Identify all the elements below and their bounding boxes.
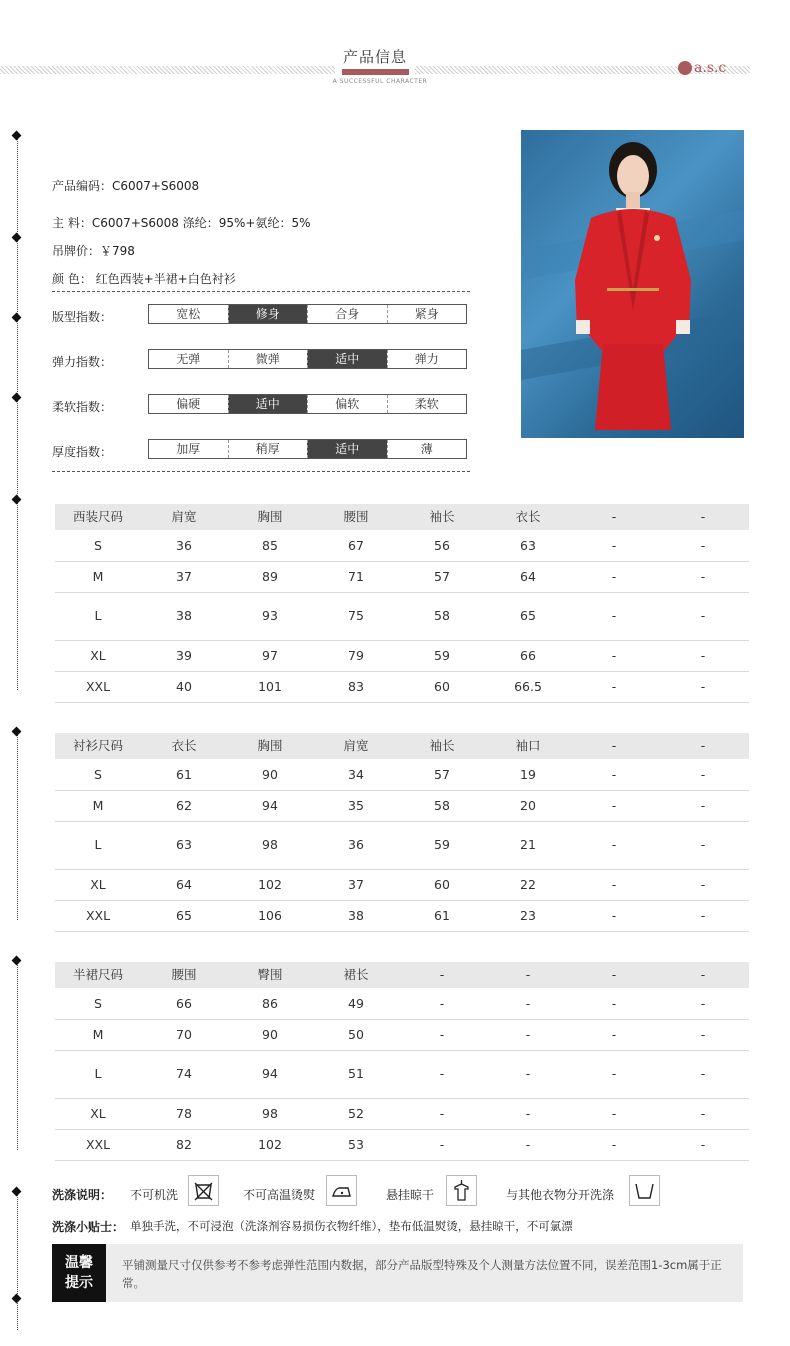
table-header-row bbox=[55, 962, 749, 988]
table-header-cell: 胸围 bbox=[257, 738, 283, 753]
table-cell: 101 bbox=[258, 679, 282, 694]
table-row bbox=[55, 988, 749, 1020]
table-cell: XXL bbox=[85, 679, 111, 694]
table-header-cell: 肩宽 bbox=[171, 509, 197, 524]
scale-option-selected: 适中 bbox=[228, 395, 308, 413]
timeline-line bbox=[17, 135, 18, 690]
table-cell: - bbox=[611, 1106, 617, 1121]
table-cell: 22 bbox=[520, 877, 536, 892]
table-cell: 97 bbox=[262, 648, 278, 663]
table-cell: 58 bbox=[434, 608, 450, 623]
table-cell: S bbox=[94, 767, 102, 782]
table-cell: - bbox=[439, 1027, 445, 1042]
table-cell: 90 bbox=[262, 1027, 278, 1042]
table-cell: XL bbox=[90, 877, 106, 892]
table-cell: 36 bbox=[348, 837, 364, 852]
scale-option-selected: 适中 bbox=[307, 350, 387, 368]
logo-text: a.s.c bbox=[694, 60, 727, 76]
scale-option-selected: 适中 bbox=[307, 440, 387, 458]
index-scale bbox=[148, 394, 467, 414]
table-cell: - bbox=[611, 538, 617, 553]
table-cell: - bbox=[611, 1137, 617, 1152]
title-underline bbox=[342, 69, 409, 75]
table-cell: - bbox=[439, 1066, 445, 1081]
scale-option: 偏软 bbox=[307, 395, 387, 413]
table-cell: 57 bbox=[434, 767, 450, 782]
table-cell: 79 bbox=[348, 648, 364, 663]
product-price: 吊牌价：￥798 bbox=[52, 244, 135, 258]
table-header-cell: 西装尺码 bbox=[72, 509, 123, 524]
table-header-cell: - bbox=[439, 967, 445, 982]
table-cell: - bbox=[700, 837, 706, 852]
table-header-cell: 腰围 bbox=[171, 967, 197, 982]
product-photo bbox=[521, 130, 744, 438]
table-cell: 78 bbox=[176, 1106, 192, 1121]
table-cell: - bbox=[525, 1137, 531, 1152]
timeline-diamond-icon bbox=[12, 233, 22, 243]
table-cell: - bbox=[611, 679, 617, 694]
timeline-diamond-icon bbox=[12, 956, 22, 966]
brand-logo bbox=[678, 60, 726, 76]
timeline-diamond-icon bbox=[12, 131, 22, 141]
table-cell: 60 bbox=[434, 679, 450, 694]
timeline-diamond-icon bbox=[12, 1187, 22, 1197]
table-row bbox=[55, 1019, 749, 1051]
logo-mark-icon bbox=[678, 61, 692, 75]
table-cell: - bbox=[525, 1027, 531, 1042]
table-cell: M bbox=[92, 569, 104, 584]
product-material: 主 料：C6007+S6008 涤纶：95%+氨纶：5% bbox=[52, 216, 311, 230]
table-cell: 98 bbox=[262, 1106, 278, 1121]
table-cell: - bbox=[439, 1137, 445, 1152]
table-cell: 90 bbox=[262, 767, 278, 782]
table-cell: 106 bbox=[258, 908, 282, 923]
index-label: 厚度指数： bbox=[52, 445, 113, 459]
index-scale bbox=[148, 304, 467, 324]
table-cell: 75 bbox=[348, 608, 364, 623]
table-cell: - bbox=[439, 1106, 445, 1121]
table-header-cell: - bbox=[611, 509, 617, 524]
scale-option: 无弹 bbox=[176, 352, 201, 366]
table-cell: - bbox=[611, 608, 617, 623]
table-row bbox=[55, 869, 749, 901]
no-machine-wash-icon bbox=[188, 1175, 219, 1206]
scale-option: 紧身 bbox=[387, 305, 467, 323]
wash-label: 洗涤说明： bbox=[52, 1188, 113, 1202]
timeline-line bbox=[17, 960, 18, 1150]
table-header-cell: 腰围 bbox=[343, 509, 369, 524]
table-header-cell: 袖长 bbox=[429, 509, 455, 524]
table-cell: 65 bbox=[520, 608, 536, 623]
table-cell: 83 bbox=[348, 679, 364, 694]
table-cell: - bbox=[700, 908, 706, 923]
table-header-cell: - bbox=[700, 967, 706, 982]
table-cell: 36 bbox=[176, 538, 192, 553]
table-cell: 50 bbox=[348, 1027, 364, 1042]
table-header-cell: - bbox=[700, 738, 706, 753]
index-label: 弹力指数： bbox=[52, 355, 113, 369]
notice-tag-line2: 提示 bbox=[65, 1275, 93, 1291]
table-cell: - bbox=[611, 1027, 617, 1042]
table-cell: 59 bbox=[434, 837, 450, 852]
divider bbox=[52, 291, 470, 292]
table-cell: - bbox=[700, 996, 706, 1011]
table-header-row bbox=[55, 733, 749, 759]
table-cell: 94 bbox=[262, 1066, 278, 1081]
hang-dry-icon bbox=[446, 1175, 477, 1206]
table-cell: 98 bbox=[262, 837, 278, 852]
table-header-row bbox=[55, 504, 749, 530]
index-label: 柔软指数： bbox=[52, 400, 113, 414]
table-cell: 53 bbox=[348, 1137, 364, 1152]
table-row bbox=[55, 1098, 749, 1130]
page-title: 产品信息 bbox=[342, 48, 407, 66]
divider bbox=[52, 471, 470, 472]
table-header-cell: - bbox=[611, 967, 617, 982]
table-header-cell: - bbox=[611, 738, 617, 753]
table-header-cell: 衣长 bbox=[515, 509, 541, 524]
table-cell: 58 bbox=[434, 798, 450, 813]
table-cell: 64 bbox=[520, 569, 536, 584]
table-cell: - bbox=[439, 996, 445, 1011]
table-cell: 63 bbox=[176, 837, 192, 852]
scale-option: 宽松 bbox=[176, 307, 201, 321]
table-cell: 63 bbox=[520, 538, 536, 553]
table-cell: 23 bbox=[520, 908, 536, 923]
table-cell: 38 bbox=[348, 908, 364, 923]
table-header-cell: 肩宽 bbox=[343, 738, 369, 753]
table-cell: S bbox=[94, 996, 102, 1011]
timeline-diamond-icon bbox=[12, 313, 22, 323]
table-cell: XXL bbox=[85, 1137, 111, 1152]
scale-option: 稍厚 bbox=[228, 440, 308, 458]
table-cell: - bbox=[700, 538, 706, 553]
table-header-cell: 衬衫尺码 bbox=[72, 738, 123, 753]
table-cell: 51 bbox=[348, 1066, 364, 1081]
table-cell: - bbox=[525, 1106, 531, 1121]
scale-option: 弹力 bbox=[387, 350, 467, 368]
table-cell: 67 bbox=[348, 538, 364, 553]
wash-item-label: 与其他衣物分开洗涤 bbox=[506, 1188, 615, 1202]
table-cell: - bbox=[700, 877, 706, 892]
wash-tips-text: 单独手洗，不可浸泡（洗涤剂容易损伤衣物纤维），垫布低温熨烫，悬挂晾干，不可氯漂 bbox=[130, 1219, 573, 1233]
table-cell: 82 bbox=[176, 1137, 192, 1152]
table-cell: 65 bbox=[176, 908, 192, 923]
table-cell: - bbox=[525, 1066, 531, 1081]
table-cell: 35 bbox=[348, 798, 364, 813]
page-subtitle: A SUCCESSFUL CHARACTER bbox=[332, 78, 428, 85]
table-cell: - bbox=[611, 1066, 617, 1081]
table-cell: - bbox=[611, 877, 617, 892]
table-header-cell: - bbox=[525, 967, 531, 982]
table-row bbox=[55, 640, 749, 672]
table-cell: 56 bbox=[434, 538, 450, 553]
table-header-cell: - bbox=[700, 509, 706, 524]
table-row bbox=[55, 759, 749, 791]
table-cell: - bbox=[700, 569, 706, 584]
table-cell: XL bbox=[90, 648, 106, 663]
table-cell: 71 bbox=[348, 569, 364, 584]
table-cell: 66 bbox=[520, 648, 536, 663]
notice-tag-line1: 温馨 bbox=[65, 1255, 93, 1271]
table-cell: - bbox=[525, 996, 531, 1011]
product-code: 产品编码：C6007+S6008 bbox=[52, 179, 200, 193]
table-cell: 49 bbox=[348, 996, 364, 1011]
table-row bbox=[55, 671, 749, 703]
table-row bbox=[55, 530, 749, 562]
table-cell: - bbox=[611, 767, 617, 782]
table-cell: - bbox=[700, 1137, 706, 1152]
table-cell: 66.5 bbox=[514, 679, 542, 694]
table-cell: XL bbox=[90, 1106, 106, 1121]
table-cell: 59 bbox=[434, 648, 450, 663]
table-cell: 37 bbox=[176, 569, 192, 584]
table-cell: 74 bbox=[176, 1066, 192, 1081]
index-scale bbox=[148, 349, 467, 369]
table-cell: - bbox=[700, 1027, 706, 1042]
table-row bbox=[55, 1050, 749, 1099]
product-color: 颜 色： 红色西装+半裙+白色衬衫 bbox=[52, 272, 236, 286]
table-cell: M bbox=[92, 798, 104, 813]
table-row bbox=[55, 592, 749, 641]
table-cell: 102 bbox=[258, 877, 282, 892]
table-cell: 37 bbox=[348, 877, 364, 892]
table-cell: - bbox=[700, 648, 706, 663]
table-cell: - bbox=[611, 837, 617, 852]
table-cell: - bbox=[700, 798, 706, 813]
table-cell: 60 bbox=[434, 877, 450, 892]
table-row bbox=[55, 821, 749, 870]
timeline-diamond-icon bbox=[12, 393, 22, 403]
wash-item-label: 不可高温烫熨 bbox=[243, 1188, 316, 1202]
table-cell: - bbox=[611, 996, 617, 1011]
timeline-diamond-icon bbox=[12, 1294, 22, 1304]
table-cell: - bbox=[611, 569, 617, 584]
table-cell: - bbox=[700, 1106, 706, 1121]
table-cell: - bbox=[611, 908, 617, 923]
table-cell: S bbox=[94, 538, 102, 553]
table-cell: - bbox=[700, 767, 706, 782]
timeline-diamond-icon bbox=[12, 727, 22, 737]
model-illustration bbox=[521, 130, 744, 438]
index-label: 版型指数： bbox=[52, 310, 113, 324]
table-cell: L bbox=[94, 1066, 102, 1081]
table-cell: 93 bbox=[262, 608, 278, 623]
table-cell: - bbox=[700, 679, 706, 694]
wash-tips-label: 洗涤小贴士： bbox=[52, 1220, 125, 1234]
header-hatch-left bbox=[0, 66, 335, 74]
table-header-cell: 袖口 bbox=[515, 738, 541, 753]
index-scale bbox=[148, 439, 467, 459]
wash-separately-icon bbox=[629, 1175, 660, 1206]
table-cell: 57 bbox=[434, 569, 450, 584]
timeline-diamond-icon bbox=[12, 495, 22, 505]
table-cell: L bbox=[94, 837, 102, 852]
low-iron-icon bbox=[326, 1175, 357, 1206]
table-cell: 20 bbox=[520, 798, 536, 813]
scale-option: 加厚 bbox=[176, 442, 201, 456]
table-cell: - bbox=[611, 648, 617, 663]
table-cell: - bbox=[611, 798, 617, 813]
table-cell: XXL bbox=[85, 908, 111, 923]
table-cell: 70 bbox=[176, 1027, 192, 1042]
notice-text: 平铺测量尺寸仅供参考不参考虑弹性范围内数据，部分产品版型特殊及个人测量方法位置不同，误差范围1-3cm属于正常。 bbox=[122, 1258, 722, 1290]
table-header-cell: 半裙尺码 bbox=[72, 967, 123, 982]
scale-option: 偏硬 bbox=[176, 397, 201, 411]
table-cell: - bbox=[700, 608, 706, 623]
table-cell: 38 bbox=[176, 608, 192, 623]
table-cell: 52 bbox=[348, 1106, 364, 1121]
table-cell: 102 bbox=[258, 1137, 282, 1152]
table-cell: 86 bbox=[262, 996, 278, 1011]
table-cell: 62 bbox=[176, 798, 192, 813]
table-cell: 94 bbox=[262, 798, 278, 813]
table-row bbox=[55, 900, 749, 932]
notice-tag bbox=[52, 1244, 106, 1302]
table-cell: 21 bbox=[520, 837, 536, 852]
table-cell: - bbox=[700, 1066, 706, 1081]
table-header-cell: 胸围 bbox=[257, 509, 283, 524]
table-header-cell: 袖长 bbox=[429, 738, 455, 753]
table-cell: 85 bbox=[262, 538, 278, 553]
table-cell: 64 bbox=[176, 877, 192, 892]
table-cell: 39 bbox=[176, 648, 192, 663]
wash-item-label: 不可机洗 bbox=[130, 1188, 179, 1202]
scale-option-selected: 修身 bbox=[228, 305, 308, 323]
table-cell: 34 bbox=[348, 767, 364, 782]
scale-option: 微弹 bbox=[228, 350, 308, 368]
table-row bbox=[55, 790, 749, 822]
table-cell: M bbox=[92, 1027, 104, 1042]
table-row bbox=[55, 561, 749, 593]
timeline-line bbox=[17, 730, 18, 920]
timeline-line bbox=[17, 1190, 18, 1330]
wash-item-label: 悬挂晾干 bbox=[386, 1188, 435, 1202]
table-header-cell: 衣长 bbox=[171, 738, 197, 753]
table-row bbox=[55, 1129, 749, 1161]
table-header-cell: 臀围 bbox=[257, 967, 283, 982]
scale-option: 合身 bbox=[307, 305, 387, 323]
scale-option: 柔软 bbox=[387, 395, 467, 413]
table-cell: 61 bbox=[176, 767, 192, 782]
table-cell: 89 bbox=[262, 569, 278, 584]
table-cell: 19 bbox=[520, 767, 536, 782]
scale-option: 薄 bbox=[387, 440, 467, 458]
table-cell: 66 bbox=[176, 996, 192, 1011]
table-cell: 61 bbox=[434, 908, 450, 923]
table-cell: L bbox=[94, 608, 102, 623]
table-header-cell: 裙长 bbox=[343, 967, 369, 982]
table-cell: 40 bbox=[176, 679, 192, 694]
